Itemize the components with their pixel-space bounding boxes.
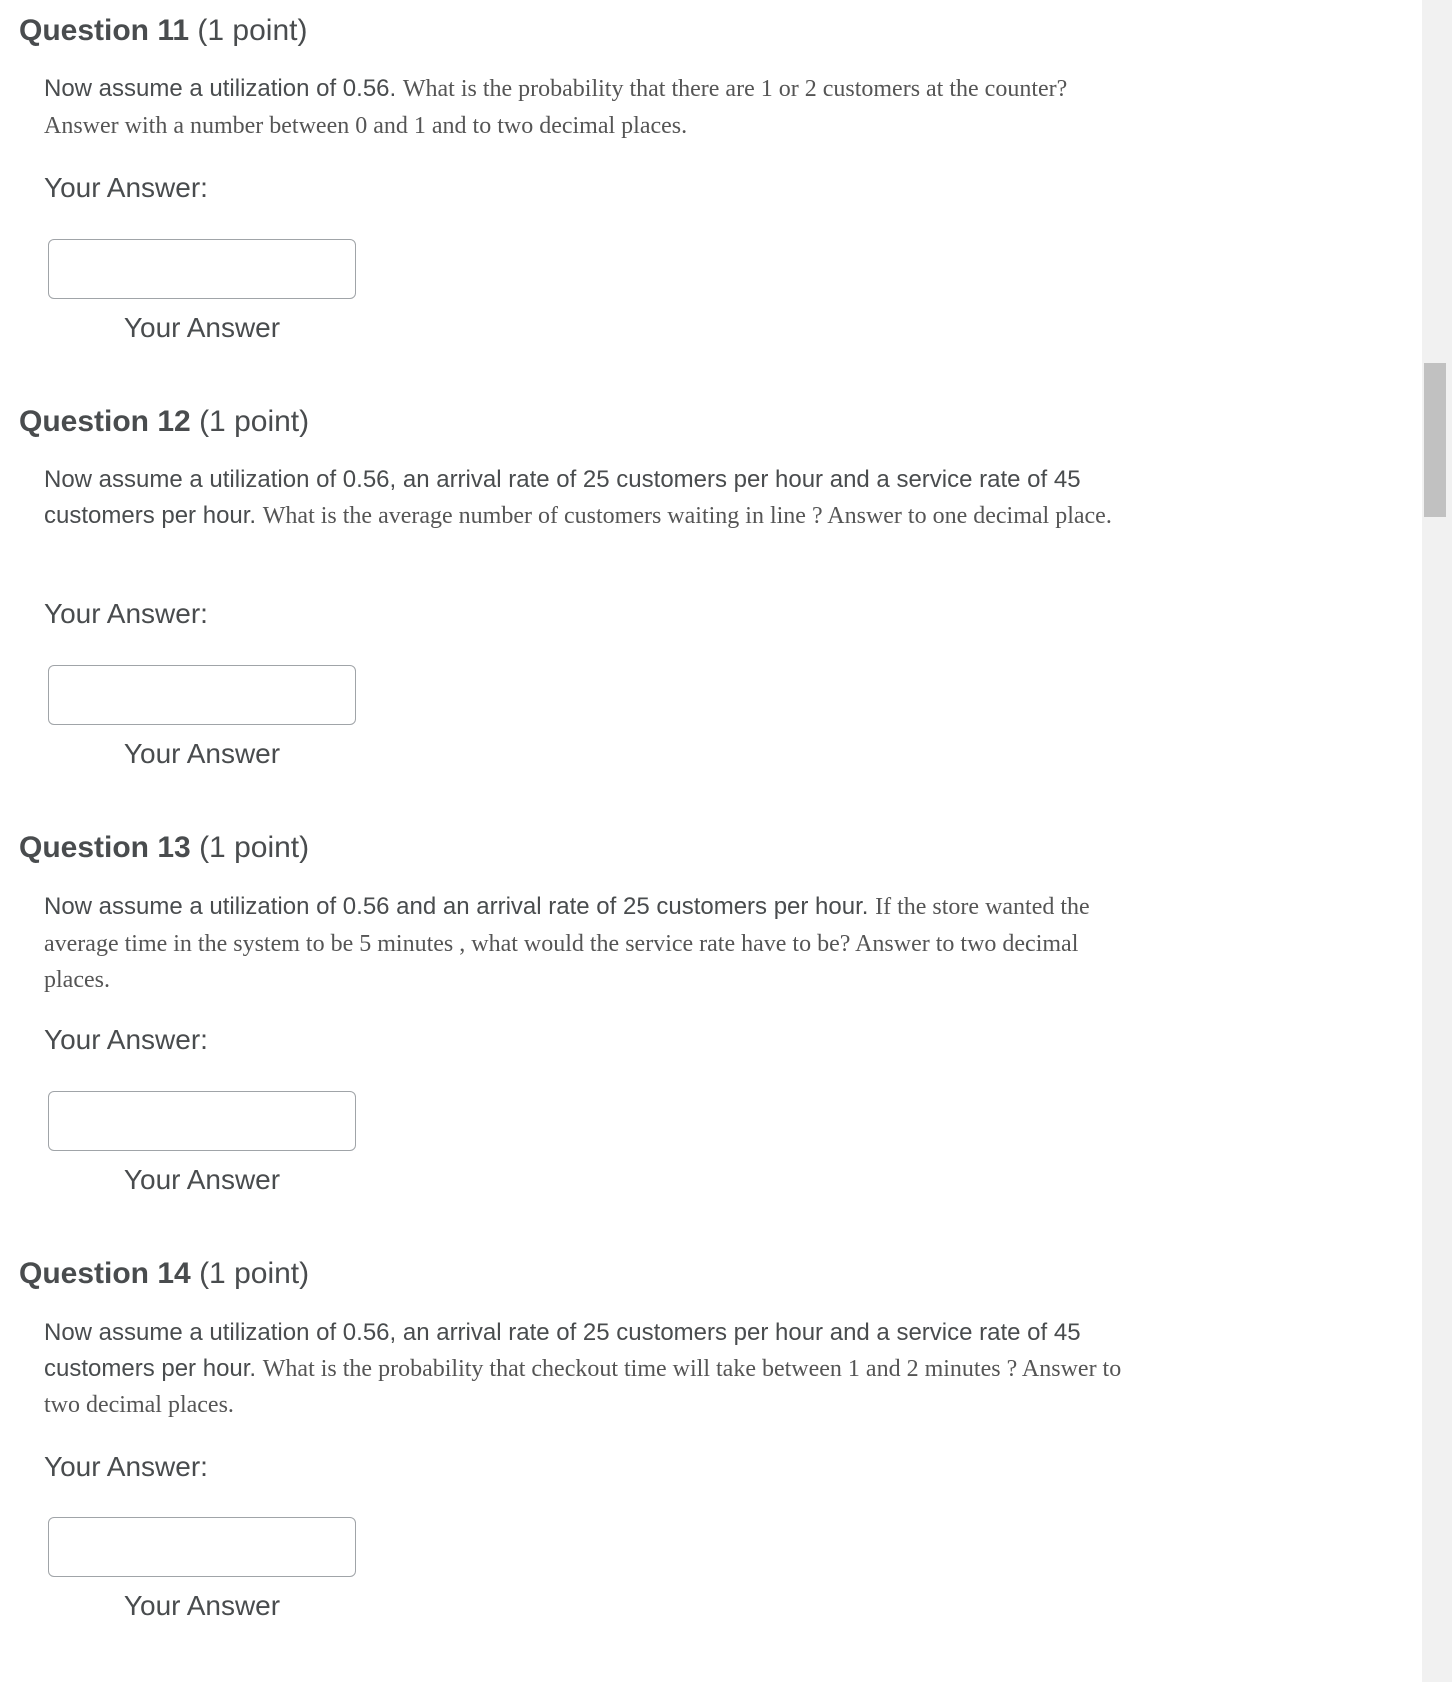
answer-input[interactable] <box>48 665 356 725</box>
question-text <box>44 889 1124 999</box>
question-points: (1 point) <box>199 405 310 438</box>
question-text-intro: Now assume a utilization of 0.56, an arrival rate of 25 customers per hour and a service rate of 45 customers per hour. <box>44 1319 1081 1382</box>
answer-label: Your Answer: <box>44 172 208 203</box>
question-number: Question 14 <box>19 1257 191 1290</box>
question-text-prompt: What is the probability that checkout time will take between 1 and 2 minutes ? Answer to two decimal places. <box>44 1355 1122 1418</box>
answer-label: Your Answer: <box>44 1451 208 1482</box>
vertical-scrollbar[interactable] <box>1422 0 1452 1682</box>
answer-input[interactable] <box>48 1091 356 1151</box>
question-title <box>19 828 309 868</box>
answer-caption: Your Answer <box>123 738 281 769</box>
answer-caption: Your Answer <box>123 1164 281 1195</box>
question-points: (1 point) <box>197 14 308 47</box>
question-text-intro: Now assume a utilization of 0.56 and an arrival rate of 25 customers per hour. <box>44 893 869 920</box>
question-number: Question 13 <box>19 831 191 864</box>
question-points: (1 point) <box>199 831 310 864</box>
question-points: (1 point) <box>199 1257 310 1290</box>
answer-label: Your Answer: <box>44 1024 208 1055</box>
question-text-intro: Now assume a utilization of 0.56. <box>44 75 397 102</box>
question-text-intro: Now assume a utilization of 0.56, an arrival rate of 25 customers per hour and a service rate of 45 customers per hour. <box>44 466 1081 529</box>
answer-caption: Your Answer <box>123 312 281 343</box>
question-text-prompt: If the store wanted the average time in the system to be 5 minutes , what would the service rate have to be? Answer to two decimal places. <box>44 894 1090 993</box>
question-text <box>44 462 1124 534</box>
answer-caption: Your Answer <box>123 1590 281 1621</box>
answer-input[interactable] <box>48 239 356 299</box>
question-title <box>19 1254 309 1294</box>
scrollbar-thumb[interactable] <box>1424 363 1446 517</box>
question-text-prompt: What is the probability that there are 1 or 2 customers at the counter? Answer with a number between 0 and 1 and to two decimal places. <box>44 76 1068 139</box>
answer-input[interactable] <box>48 1517 356 1577</box>
question-text <box>44 71 1124 144</box>
question-number: Question 12 <box>19 405 191 438</box>
question-title <box>19 402 309 442</box>
question-text <box>44 1315 1124 1424</box>
answer-label: Your Answer: <box>44 598 208 629</box>
question-text-prompt: What is the average number of customers waiting in line ? Answer to one decimal place. <box>262 502 1112 529</box>
question-title <box>19 11 307 51</box>
question-number: Question 11 <box>19 14 190 47</box>
